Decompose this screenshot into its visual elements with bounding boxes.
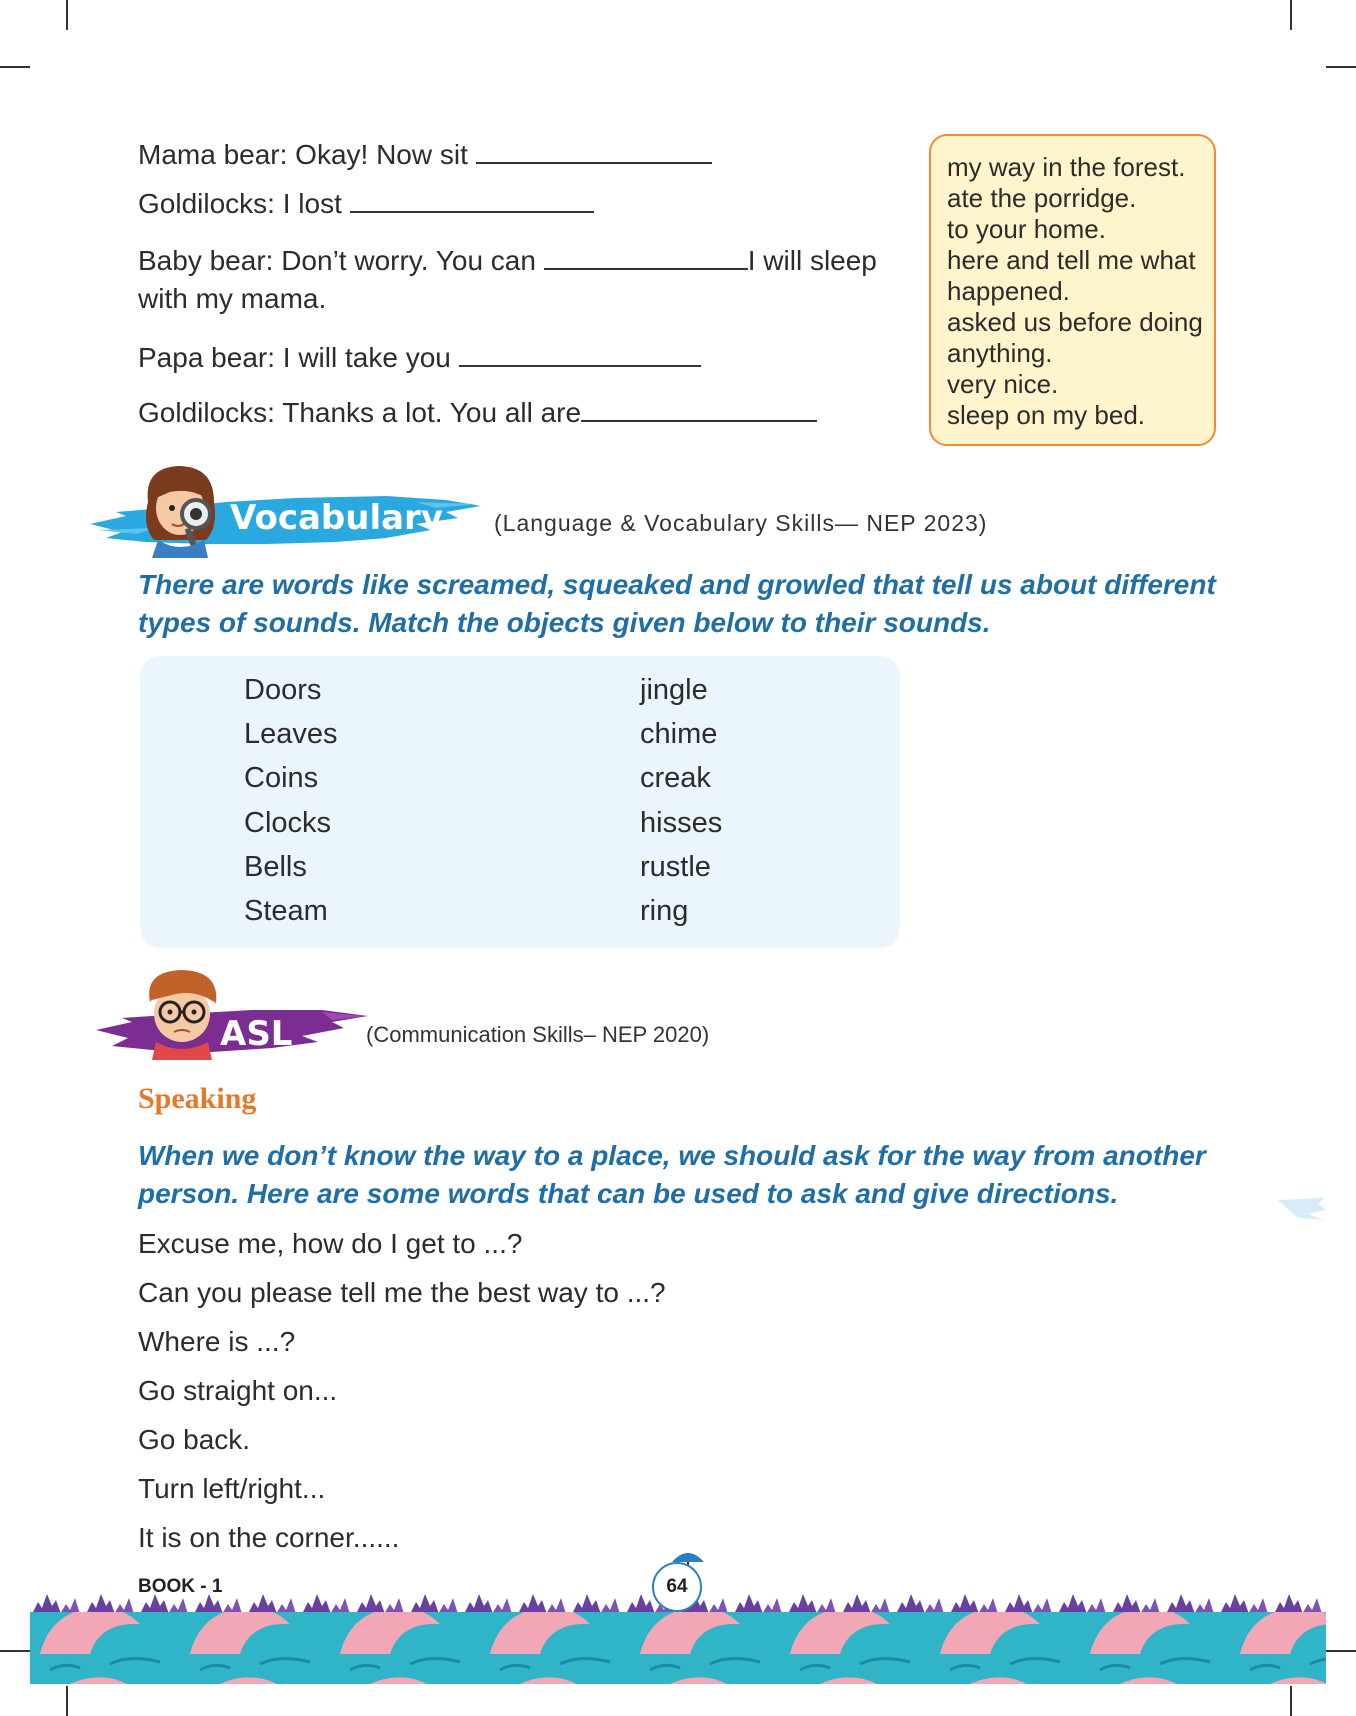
dialogue-line-3 [138, 242, 877, 279]
word-choice: to your home. [947, 214, 1106, 244]
object-item[interactable]: Bells [244, 850, 307, 883]
direction-phrase: Where is ...? [138, 1326, 296, 1357]
asl-banner [92, 966, 372, 1066]
direction-phrase: Turn left/right... [138, 1473, 326, 1504]
dialogue-text: Goldilocks: I lost [138, 188, 350, 219]
dialogue-line-3b [138, 281, 326, 317]
vocabulary-banner [86, 458, 486, 568]
word-choice: asked us before doing [947, 307, 1203, 337]
instruction-line: person. Here are some words that can be used to ask and give directions. [138, 1178, 1119, 1209]
word-choice: happened. [947, 276, 1070, 306]
page-number-badge [652, 1562, 702, 1612]
object-item[interactable]: Leaves [244, 718, 338, 751]
instruction-line: There are words like screamed, squeaked and growled that tell us about different [138, 569, 1216, 600]
word-choice: anything. [947, 338, 1053, 368]
asl-title: ASL [220, 1014, 293, 1054]
crop-mark [1326, 66, 1356, 68]
instruction-line: When we don’t know the way to a place, we should ask for the way from another [138, 1140, 1206, 1171]
object-item[interactable]: Clocks [244, 806, 332, 839]
dialogue-text-after: I will sleep [747, 245, 877, 276]
word-choice: very nice. [947, 369, 1059, 399]
answer-blank[interactable] [459, 339, 701, 367]
dialogue-line-1 [138, 136, 712, 173]
sound-item[interactable]: ring [640, 895, 689, 928]
brush-decoration-icon [1278, 1196, 1328, 1236]
vocabulary-instruction [138, 566, 1228, 642]
matching-panel [140, 656, 900, 948]
answer-blank[interactable] [476, 136, 712, 164]
boy-glasses-icon [136, 964, 228, 1060]
crop-mark [0, 66, 30, 68]
instruction-line: types of sounds. Match the objects given below to their sounds. [138, 607, 991, 638]
word-choice: here and tell me what [947, 245, 1196, 275]
object-item[interactable]: Doors [244, 674, 322, 706]
crop-mark [66, 1686, 68, 1716]
crop-mark [1326, 1650, 1356, 1652]
vocabulary-title: Vocabulary [230, 498, 443, 538]
crop-mark [1290, 1686, 1292, 1716]
crop-mark [1290, 0, 1292, 30]
direction-phrase: Go straight on... [138, 1375, 338, 1406]
sound-item[interactable]: rustle [640, 850, 711, 883]
word-choice: sleep on my bed. [947, 400, 1146, 430]
girl-magnifier-icon [130, 458, 230, 558]
book-label: BOOK - 1 [138, 1576, 223, 1597]
object-item[interactable]: Coins [244, 762, 319, 795]
asl-subtitle: (Communication Skills– NEP 2020) [366, 1022, 710, 1047]
answer-blank[interactable] [581, 394, 817, 422]
asl-instruction [138, 1137, 1228, 1213]
crop-mark [0, 1650, 30, 1652]
dialogue-text: Baby bear: Don’t worry. You can [138, 245, 544, 276]
dialogue-text: with my mama. [138, 283, 327, 314]
sound-item[interactable]: hisses [640, 806, 723, 839]
word-choice: my way in the forest. [947, 152, 1186, 182]
dialogue-text: Mama bear: Okay! Now sit [138, 139, 476, 170]
direction-phrase: Can you please tell me the best way to ...? [138, 1277, 666, 1308]
page-number: 64 [652, 1562, 702, 1612]
direction-phrase: Excuse me, how do I get to ...? [138, 1228, 523, 1259]
dialogue-line-5 [138, 394, 817, 431]
answer-blank[interactable] [544, 242, 748, 270]
sound-item[interactable]: jingle [640, 674, 708, 706]
direction-phrase: Go back. [138, 1424, 251, 1455]
objects-column [244, 668, 338, 933]
dialogue-text: Papa bear: I will take you [138, 342, 459, 373]
dialogue-line-2 [138, 185, 594, 222]
answer-blank[interactable] [350, 185, 594, 213]
sound-item[interactable]: creak [640, 762, 711, 795]
dialogue-line-4 [138, 339, 701, 376]
sounds-column [640, 668, 722, 933]
sound-item[interactable]: chime [640, 718, 718, 751]
object-item[interactable]: Steam [244, 895, 328, 928]
dialogue-text: Goldilocks: Thanks a lot. You all are [138, 397, 582, 428]
word-choice-box [929, 134, 1216, 446]
direction-phrase: It is on the corner...... [138, 1522, 400, 1553]
crop-mark [66, 0, 68, 30]
speaking-heading: Speaking [138, 1082, 257, 1115]
word-choice: ate the porridge. [947, 183, 1137, 213]
vocabulary-subtitle: (Language & Vocabulary Skills— NEP 2023) [494, 510, 988, 536]
